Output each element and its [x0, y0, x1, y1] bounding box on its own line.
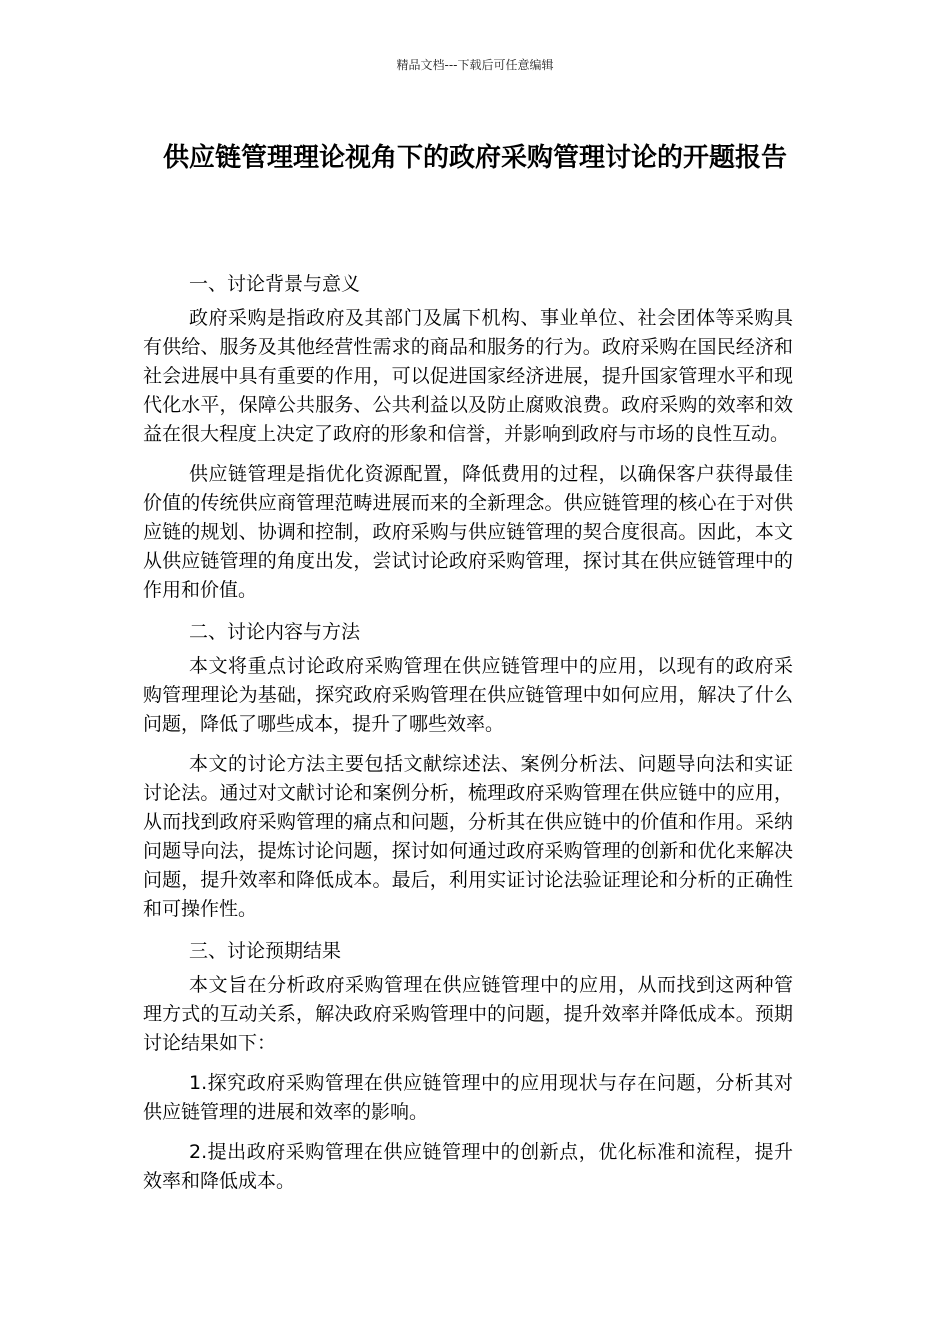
- list-item: 1.探究政府采购管理在供应链管理中的应用现状与存在问题，分析其对供应链管理的进展和效率的影响。: [143, 1072, 793, 1123]
- list-item: 2.提出政府采购管理在供应链管理中的创新点，优化标准和流程，提升效率和降低成本。: [143, 1141, 793, 1192]
- section-background: [143, 268, 793, 605]
- paragraph: 供应链管理是指优化资源配置，降低费用的过程，以确保客户获得最佳价值的传统供应商管理范畴进展而来的全新理念。供应链管理的核心在于对供应链的规划、协调和控制，政府采购与供应链管理的契合度很高。因此，本文从供应链管理的角度出发，尝试讨论政府采购管理，探讨其在供应链管理中的作用和价值。: [143, 463, 793, 601]
- section-content-methods: [143, 616, 793, 924]
- section-heading: 三、讨论预期结果: [189, 940, 342, 962]
- document-title: 供应链管理理论视角下的政府采购管理讨论的开题报告: [162, 143, 787, 173]
- header-note: 精品文档---下载后可任意编辑: [396, 58, 554, 72]
- section-expected-results: [143, 935, 793, 1196]
- paragraph: 本文的讨论方法主要包括文献综述法、案例分析法、问题导向法和实证讨论法。通过对文献讨论和案例分析，梳理政府采购管理在供应链中的应用，从而找到政府采购管理的痛点和问题，分析其在供应链中的价值和作用。采纳问题导向法，提炼讨论问题，探讨如何通过政府采购管理的创新和优化来解决问题，提升效率和降低成本。最后，利用实证讨论法验证理论和分析的正确性和可操作性。: [143, 753, 793, 920]
- document-body: [143, 268, 793, 1196]
- section-heading: 一、讨论背景与意义: [189, 273, 361, 295]
- paragraph: 政府采购是指政府及其部门及属下机构、事业单位、社会团体等采购具有供给、服务及其他经营性需求的商品和服务的行为。政府采购在国民经济和社会进展中具有重要的作用，可以促进国家经济进展，提升国家管理水平和现代化水平，保障公共服务、公共利益以及防止腐败浪费。政府采购的效率和效益在很大程度上决定了政府的形象和信誉，并影响到政府与市场的良性互动。: [143, 307, 793, 445]
- paragraph: 本文将重点讨论政府采购管理在供应链管理中的应用，以现有的政府采购管理理论为基础，探究政府采购管理在供应链管理中如何应用，解决了什么问题，降低了哪些成本，提升了哪些效率。: [143, 655, 793, 735]
- section-heading: 二、讨论内容与方法: [189, 621, 361, 643]
- paragraph: 本文旨在分析政府采购管理在供应链管理中的应用，从而找到这两种管理方式的互动关系，解决政府采购管理中的问题，提升效率并降低成本。预期讨论结果如下：: [143, 974, 793, 1054]
